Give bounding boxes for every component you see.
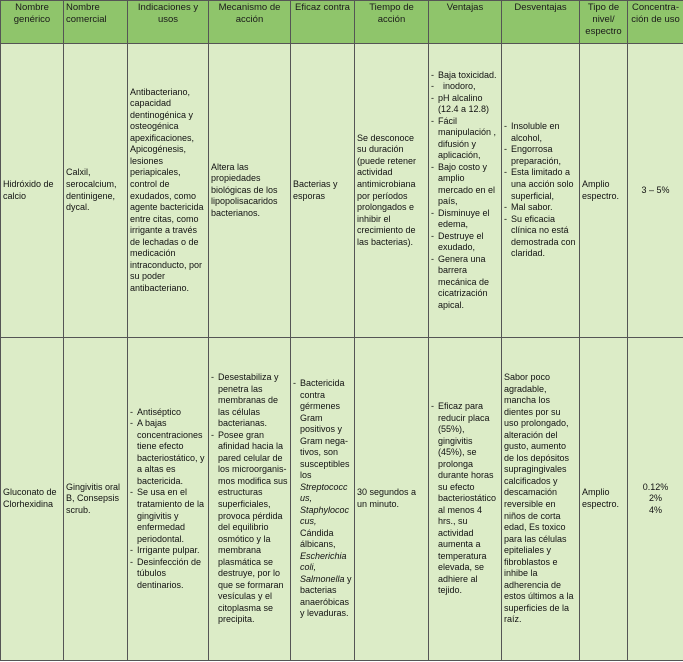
header-mechanism: Mecanismo de acción <box>209 1 291 44</box>
list-item <box>293 378 352 620</box>
cell-commercial-name: Calxil, serocalcium, dentinigene, dycal. <box>64 44 128 338</box>
cell-advantages <box>429 338 502 661</box>
organism-name: Staphylococcus, <box>300 504 350 527</box>
list-item: - Antiséptico <box>130 407 206 419</box>
header-action-time: Tiempo de acción <box>355 1 429 44</box>
list-item: - Bajo costo y amplio mercado en el país, <box>431 162 499 208</box>
cell-disadvantages: Sabor poco agradable, mancha los dientes por su uso prolongado, alteración del gusto, aumento de los depósitos supragingivales calcificados y descamación reversible en niños de corta edad, Es toxico para las células epiteliales y fibroblastos e inhibe la adherencia de estos últimos a la superficies de la raíz. <box>502 338 580 661</box>
list-item: - Posee gran afinidad hacia la pared celular de los microorganis-mos modifica sus estructuras superficiales, provoca pérdida del equilibrio osmótico y la membrana plasmática se destruye, por lo que se formaran vesículas y el citoplasma se precipita. <box>211 430 288 626</box>
header-row <box>1 1 683 44</box>
cell-disadvantages <box>502 44 580 338</box>
cell-spectrum: Amplio espectro. <box>580 338 628 661</box>
cell-action-time: Se desconoce su duración (puede retener actividad antimicrobiana por períodos prolongados e inhibir el crecimiento de las bacterias). <box>355 44 429 338</box>
list-item: - Desestabiliza y penetra las membranas de las células bacterianas. <box>211 372 288 430</box>
organism-name: Salmonella <box>300 573 345 584</box>
list-item: - Genera una barrera mecánica de cicatrización apical. <box>431 254 499 312</box>
header-advantages: Ventajas <box>429 1 502 44</box>
list-item: - Engorrosa preparación, <box>504 144 577 167</box>
header-indications: Indicaciones y usos <box>128 1 209 44</box>
list-item: - Eficaz para reducir placa (55%), gingivitis (45%), se prolonga durante horas su efecto bacteriostático al menos 4 hrs., su actividad aumenta a temperatura elevada, se adhiere al tejido. <box>431 401 499 597</box>
header-commercial-name: Nombre comercial <box>64 1 128 44</box>
list-item: - Mal sabor. <box>504 202 577 214</box>
cell-commercial-name: Gingivitis oral B, Consepsis scrub. <box>64 338 128 661</box>
list-item: - pH alcalino (12.4 a 12.8) <box>431 93 499 116</box>
list-item: - Baja toxicidad. <box>431 70 499 82</box>
list-item: - inodoro, <box>431 81 499 93</box>
list-item: - Desinfección de túbulos dentinarios. <box>130 557 206 592</box>
header-effective-against: Eficaz contra <box>291 1 355 44</box>
header-generic-name: Nombre genérico <box>1 1 64 44</box>
list-item: - Destruye el exudado, <box>431 231 499 254</box>
list-item: - A bajas concentraciones tiene efecto bacteriostático, y a altas es bactericida. <box>130 418 206 487</box>
cell-effective-against: Bacterias y esporas <box>291 44 355 338</box>
cell-indications: Antibacteriano, capacidad dentinogénica y osteogénica apexificaciones, Apicogénesis, lesiones periapicales, control de exudados, como agente bactericida entre citas, como irrigante a través de lechadas o de medicación intraconducto, por su poder antibacteriano. <box>128 44 209 338</box>
header-spectrum: Tipo de nivel/ espectro <box>580 1 628 44</box>
organism-name: Escherichia coli, <box>300 550 347 573</box>
list-item: - Esta limitado a una acción solo superficial, <box>504 167 577 202</box>
list-item: - Disminuye el edema, <box>431 208 499 231</box>
organism-name: Streptococcus, <box>300 481 348 504</box>
table-row-chlorhexidine <box>1 338 683 661</box>
organism-name: Cándida álbicans, <box>300 527 336 550</box>
list-item: - Fácil manipulación , difusión y aplicación, <box>431 116 499 162</box>
list-item: - Insoluble en alcohol, <box>504 121 577 144</box>
list-item: - Irrigante pulpar. <box>130 545 206 557</box>
cell-advantages <box>429 44 502 338</box>
header-concentration: Concentra-ción de uso <box>628 1 683 44</box>
effective-intro-text: Bactericida contra gérmenes Gram positivos y Gram nega-tivos, son susceptibles los <box>300 378 350 481</box>
cell-action-time: 30 segundos a un minuto. <box>355 338 429 661</box>
cell-concentration: 3 – 5% <box>628 44 683 338</box>
cell-spectrum: Amplio espectro. <box>580 44 628 338</box>
list-item: - Se usa en el tratamiento de la gingivitis y enfermedad periodontal. <box>130 487 206 545</box>
cell-indications <box>128 338 209 661</box>
list-item: - Su eficacia clínica no está demostrada con claridad. <box>504 214 577 260</box>
cell-mechanism: Altera las propiedades biológicas de los lipopolisacaridos bacterianos. <box>209 44 291 338</box>
cell-generic-name: Gluconato de Clorhexidina <box>1 338 64 661</box>
header-disadvantages: Desventajas <box>502 1 580 44</box>
effective-end-text: y bacterias anaeróbicas y levaduras. <box>300 573 352 619</box>
cell-effective-against <box>291 338 355 661</box>
cell-concentration: 0.12% 2% 4% <box>628 338 683 661</box>
table-row-calcium-hydroxide <box>1 44 683 338</box>
cell-generic-name: Hidróxido de calcio <box>1 44 64 338</box>
cell-mechanism <box>209 338 291 661</box>
